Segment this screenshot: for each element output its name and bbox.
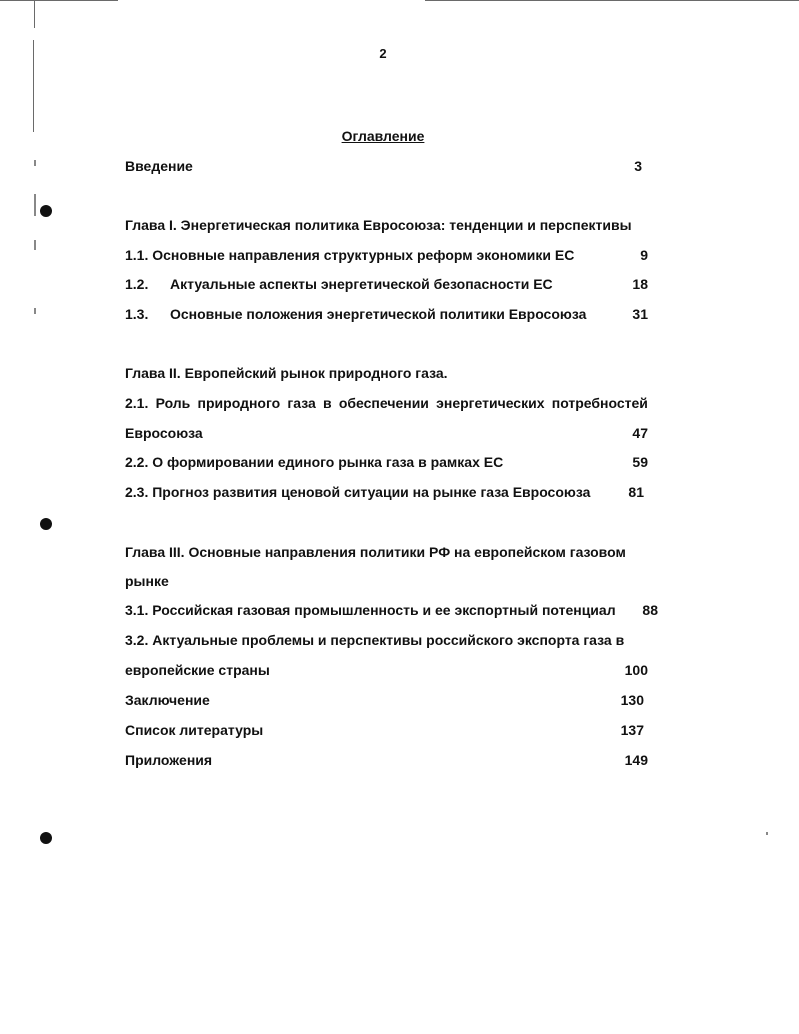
toc-label: 2.3. Прогноз развития ценовой ситуации на рынке газа Евросоюза [125,484,591,500]
toc-page: 18 [632,276,648,292]
punch-hole-3 [40,832,52,844]
toc-page: 59 [632,454,648,470]
scan-edge-left-upper [34,0,35,28]
toc-entry-3-2-cont[interactable] [125,660,648,680]
scan-edge-top-left [0,0,118,1]
chapter-2-heading[interactable] [125,363,648,383]
toc-entry-2-1[interactable] [125,393,648,413]
toc-page: 88 [642,602,658,618]
toc-label: Евросоюза [125,425,203,441]
chapter-3-heading[interactable] [125,542,648,562]
toc-entry-1-1[interactable] [125,245,648,265]
toc-page: 9 [640,247,648,263]
toc-label: Приложения [125,752,213,768]
toc-label: Основные положения энергетической политики Евросоюза [170,306,587,322]
section-number: 1.3. [125,306,149,322]
toc-label: 3.2. Актуальные проблемы и перспективы российского экспорта газа в [125,632,625,648]
toc-label: 3.1. Российская газовая промышленность и ее экспортный потенциал [125,602,616,618]
toc-label: Актуальные аспекты энергетической безопасности ЕС [170,276,553,292]
toc-word: потребностей [551,395,648,411]
toc-word: Роль [155,395,191,411]
toc-entry-1-2[interactable] [125,274,648,294]
toc-label: европейские страны [125,662,270,678]
toc-label: Введение [125,158,193,174]
toc-entry-2-3[interactable] [125,482,648,502]
toc-page: 100 [624,662,648,678]
chapter-1-heading[interactable] [125,215,648,235]
chapter-heading: Глава II. Европейский рынок природного газа. [125,365,448,381]
toc-entry-conclusion[interactable] [125,690,648,710]
scan-mark-right [766,832,768,835]
toc-page: 81 [628,484,644,500]
toc-entry-references[interactable] [125,720,648,740]
toc-entry-3-1[interactable] [125,600,658,620]
toc-label: Заключение [125,692,210,708]
toc-word: в [323,395,332,411]
toc-title: Оглавление [341,128,425,144]
toc-page: 130 [620,692,644,708]
toc-entry-appendices[interactable] [125,750,648,770]
toc-word: обеспечении [338,395,429,411]
toc-word: газа [287,395,316,411]
toc-page: 149 [624,752,648,768]
toc-entry-intro[interactable] [125,156,648,176]
punch-hole-2 [40,518,52,530]
scan-mark-1 [34,160,36,166]
toc-page: 47 [632,425,648,441]
toc-word: природного [197,395,281,411]
chapter-heading: Глава I. Энергетическая политика Евросоюза: тенденции и перспективы [125,217,632,233]
chapter-3-heading-cont[interactable] [125,571,648,591]
toc-page: 3 [634,158,642,174]
scan-edge-top-right [425,0,799,1]
toc-label: 2.2. О формировании единого рынка газа в рамках ЕС [125,454,504,470]
chapter-heading: рынке [125,573,169,589]
chapter-heading: Глава III. Основные направления политики РФ на европейском газовом [125,544,626,560]
toc-word: 2.1. [125,395,149,411]
toc-label: 1.1. Основные направления структурных реформ экономики ЕС [125,247,575,263]
page-number: 2 [379,46,387,61]
section-number: 1.2. [125,276,149,292]
scan-mark-2 [34,194,36,216]
toc-entry-2-2[interactable] [125,452,648,472]
toc-entry-3-2[interactable] [125,630,648,650]
toc-entry-2-1-cont[interactable] [125,423,648,443]
punch-hole-1 [40,205,52,217]
toc-page: 31 [632,306,648,322]
toc-word: энергетических [436,395,545,411]
toc-page: 137 [620,722,644,738]
scan-mark-4 [34,308,36,314]
scan-mark-3 [34,240,36,250]
toc-label: Список литературы [125,722,264,738]
toc-entry-1-3[interactable] [125,304,648,324]
